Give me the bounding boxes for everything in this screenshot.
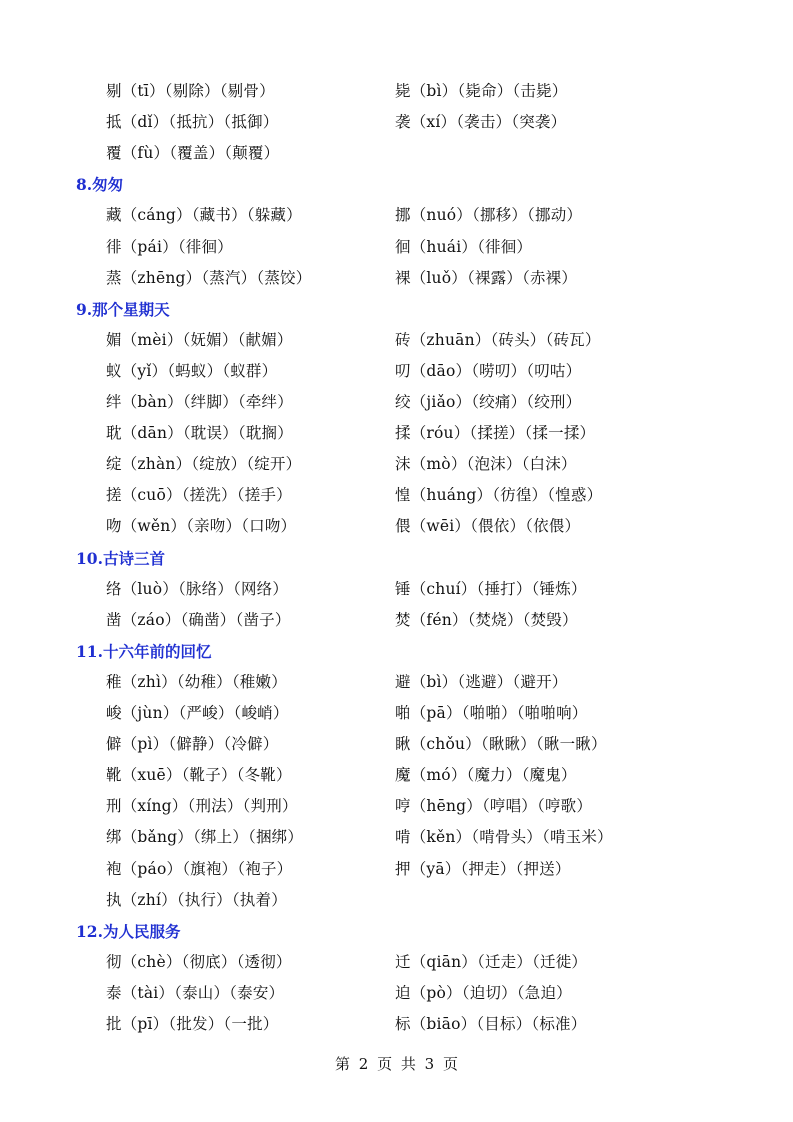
vocabulary-entry-left: 徘（pái）（徘徊）	[106, 238, 233, 256]
vocabulary-entry-left: 凿（záo）（确凿）（凿子）	[106, 611, 291, 629]
vocabulary-row	[0, 605, 793, 636]
vocabulary-entry-left: 绊（bàn）（绊脚）（牵绊）	[106, 393, 293, 411]
vocabulary-entry-right: 焚（fén）（焚烧）（焚毁）	[395, 611, 578, 629]
vocabulary-row	[0, 667, 793, 698]
vocabulary-row	[0, 760, 793, 791]
vocabulary-entry-left: 吻（wěn）（亲吻）（口吻）	[106, 517, 297, 535]
vocabulary-entry-left: 峻（jùn）（严峻）（峻峭）	[106, 704, 289, 722]
vocabulary-row	[0, 449, 793, 480]
vocabulary-entry-right: 魔（mó）（魔力）（魔鬼）	[395, 766, 577, 784]
vocabulary-entry-left: 彻（chè）（彻底）（透彻）	[106, 953, 292, 971]
vocabulary-row	[0, 854, 793, 885]
vocabulary-row	[0, 263, 793, 294]
vocabulary-entry-left: 络（luò）（脉络）（网络）	[106, 580, 289, 598]
vocabulary-entry-right: 迫（pò）（迫切）（急迫）	[395, 984, 572, 1002]
vocabulary-entry-right: 叨（dāo）（唠叨）（叨咕）	[395, 362, 582, 380]
vocabulary-row	[0, 107, 793, 138]
vocabulary-row	[0, 885, 793, 916]
lesson-heading: 10.古诗三首	[76, 549, 165, 568]
vocabulary-entry-left: 稚（zhì）（幼稚）（稚嫩）	[106, 673, 287, 691]
vocabulary-row	[0, 418, 793, 449]
vocabulary-row	[0, 978, 793, 1009]
lesson-heading: 8.匆匆	[76, 175, 124, 194]
vocabulary-entry-right: 毙（bì）（毙命）（击毙）	[395, 82, 568, 100]
vocabulary-row	[0, 574, 793, 605]
vocabulary-entry-left: 搓（cuō）（搓洗）（搓手）	[106, 486, 292, 504]
vocabulary-row	[0, 480, 793, 511]
vocabulary-entry-left: 抵（dǐ）（抵抗）（抵御）	[106, 113, 279, 131]
vocabulary-entry-left: 绽（zhàn）（绽放）（绽开）	[106, 455, 302, 473]
vocabulary-entry-left: 藏（cáng）（藏书）（躲藏）	[106, 206, 302, 224]
vocabulary-entry-right: 锤（chuí）（捶打）（锤炼）	[395, 580, 587, 598]
vocabulary-entry-left: 泰（tài）（泰山）（泰安）	[106, 984, 285, 1002]
vocabulary-row	[0, 200, 793, 231]
vocabulary-row	[0, 698, 793, 729]
vocabulary-row	[0, 947, 793, 978]
vocabulary-entry-left: 靴（xuē）（靴子）（冬靴）	[106, 766, 292, 784]
vocabulary-entry-right: 哼（hēng）（哼唱）（哼歌）	[395, 797, 593, 815]
vocabulary-row	[0, 325, 793, 356]
vocabulary-entry-right: 押（yā）（押走）（押送）	[395, 860, 571, 878]
vocabulary-entry-left: 覆（fù）（覆盖）（颠覆）	[106, 144, 280, 162]
lesson-heading: 11.十六年前的回忆	[76, 642, 212, 661]
vocabulary-entry-right: 避（bì）（逃避）（避开）	[395, 673, 568, 691]
vocabulary-entry-right: 啪（pā）（啪啪）（啪啪响）	[395, 704, 588, 722]
vocabulary-entry-right: 偎（wēi）（偎依）（依偎）	[395, 517, 581, 535]
vocabulary-entry-right: 袭（xí）（袭击）（突袭）	[395, 113, 567, 131]
vocabulary-row	[0, 729, 793, 760]
vocabulary-entry-right: 绞（jiǎo）（绞痛）（绞刑）	[395, 393, 582, 411]
vocabulary-row	[0, 356, 793, 387]
vocabulary-entry-right: 瞅（chǒu）（瞅瞅）（瞅一瞅）	[395, 735, 607, 753]
vocabulary-row	[0, 232, 793, 263]
lesson-heading: 9.那个星期天	[76, 300, 170, 319]
vocabulary-entry-left: 袍（páo）（旗袍）（袍子）	[106, 860, 293, 878]
vocabulary-entry-right: 裸（luǒ）（裸露）（赤裸）	[395, 269, 578, 287]
vocabulary-entry-left: 刑（xíng）（刑法）（判刑）	[106, 797, 298, 815]
vocabulary-entry-right: 砖（zhuān）（砖头）（砖瓦）	[395, 331, 601, 349]
page-footer: 第 2 页 共 3 页	[335, 1055, 458, 1073]
vocabulary-entry-left: 剔（tī）（剔除）（剔骨）	[106, 82, 275, 100]
vocabulary-row	[0, 138, 793, 169]
vocabulary-entry-left: 僻（pì）（僻静）（冷僻）	[106, 735, 279, 753]
vocabulary-entry-left: 执（zhí）（执行）（执着）	[106, 891, 287, 909]
vocabulary-entry-right: 迁（qiān）（迁走）（迁徙）	[395, 953, 588, 971]
vocabulary-entry-left: 蒸（zhēng）（蒸汽）（蒸饺）	[106, 269, 312, 287]
vocabulary-row	[0, 791, 793, 822]
vocabulary-row	[0, 387, 793, 418]
vocabulary-entry-right: 啃（kěn）（啃骨头）（啃玉米）	[395, 828, 613, 846]
vocabulary-entry-right: 挪（nuó）（挪移）（挪动）	[395, 206, 583, 224]
vocabulary-entry-right: 惶（huáng）（彷徨）（惶惑）	[395, 486, 603, 504]
vocabulary-row	[0, 1009, 793, 1040]
vocabulary-entry-left: 耽（dān）（耽误）（耽搁）	[106, 424, 293, 442]
vocabulary-entry-left: 绑（bǎng）（绑上）（捆绑）	[106, 828, 304, 846]
vocabulary-entry-right: 标（biāo）（目标）（标准）	[395, 1015, 587, 1033]
vocabulary-entry-left: 媚（mèi）（妩媚）（献媚）	[106, 331, 293, 349]
vocabulary-entry-right: 徊（huái）（徘徊）	[395, 238, 533, 256]
vocabulary-row	[0, 76, 793, 107]
vocabulary-entry-right: 沫（mò）（泡沫）（白沫）	[395, 455, 577, 473]
vocabulary-row	[0, 511, 793, 542]
vocabulary-row	[0, 822, 793, 853]
vocabulary-entry-left: 蚁（yǐ）（蚂蚁）（蚁群）	[106, 362, 278, 380]
vocabulary-entry-right: 揉（róu）（揉搓）（揉一揉）	[395, 424, 596, 442]
vocabulary-entry-left: 批（pī）（批发）（一批）	[106, 1015, 279, 1033]
lesson-heading: 12.为人民服务	[76, 922, 181, 941]
